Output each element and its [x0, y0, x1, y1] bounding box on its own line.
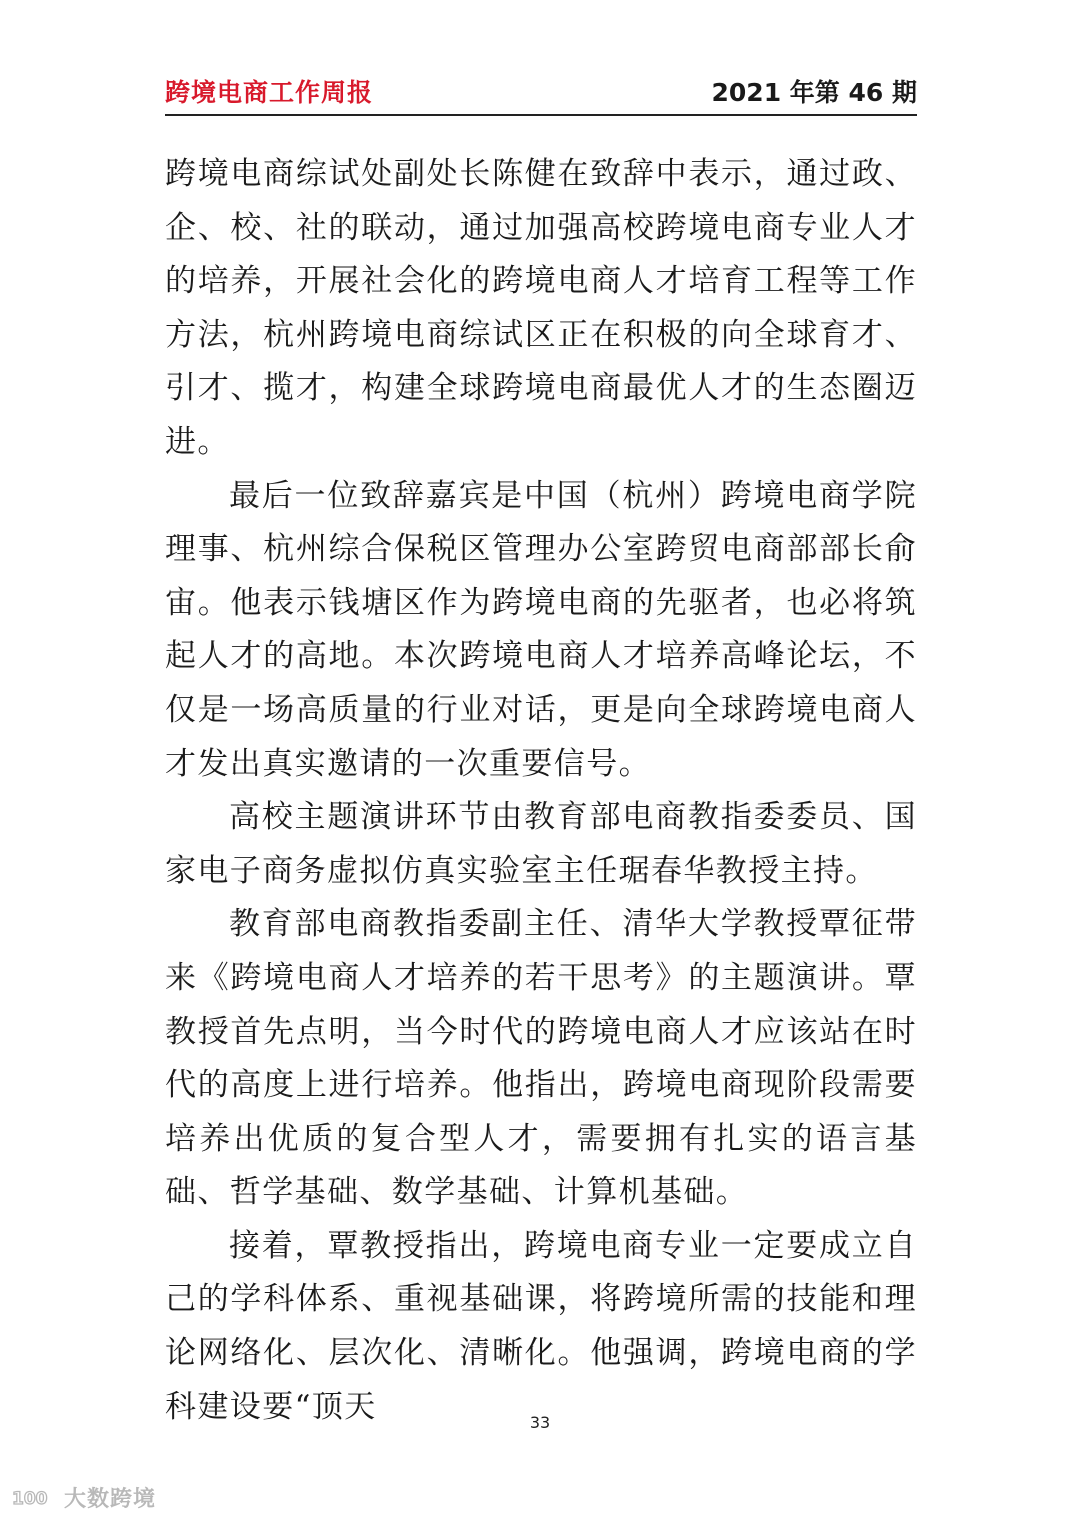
- header-divider: [165, 114, 917, 116]
- page-header: [165, 76, 917, 116]
- watermark-logo-icon: [10, 1483, 58, 1511]
- watermark-text: 大数跨境: [64, 1486, 157, 1512]
- issue-label: 2021 年第 46 期: [711, 78, 917, 107]
- article-body: [165, 148, 917, 1434]
- newsletter-title: 跨境电商工作周报: [165, 78, 374, 107]
- paragraph-3: 高校主题演讲环节由教育部电商教指委委员、国家电子商务虚拟仿真实验室主任琚春华教授主持。: [165, 799, 917, 889]
- paragraph-4: 教育部电商教指委副主任、清华大学教授覃征带来《跨境电商人才培养的若干思考》的主题演讲。覃教授首先点明，当今时代的跨境电商人才应该站在时代的高度上进行培养。他指出，跨境电商现阶段需要培养出优质的复合型人才，需要拥有扎实的语言基础、哲学基础、数学基础、计算机基础。: [165, 906, 917, 1211]
- page-number: 33: [529, 1413, 551, 1432]
- paragraph-1: 跨境电商综试处副处长陈健在致辞中表示，通过政、企、校、社的联动，通过加强高校跨境电商专业人才的培养，开展社会化的跨境电商人才培育工程等工作方法，杭州跨境电商综试区正在积极的向全球育才、引才、揽才，构建全球跨境电商最优人才的生态圈迈进。: [165, 156, 917, 460]
- paragraph-2: 最后一位致辞嘉宾是中国（杭州）跨境电商学院理事、杭州综合保税区管理办公室跨贸电商部部长俞宙。他表示钱塘区作为跨境电商的先驱者，也必将筑起人才的高地。本次跨境电商人才培养高峰论坛，不仅是一场高质量的行业对话，更是向全球跨境电商人才发出真实邀请的一次重要信号。: [165, 477, 917, 782]
- watermark: [10, 1477, 156, 1517]
- paragraph-5: 接着，覃教授指出，跨境电商专业一定要成立自己的学科体系、重视基础课，将跨境所需的技能和理论网络化、层次化、清晰化。他强调，跨境电商的学科建设要“顶天: [165, 1227, 917, 1425]
- watermark-logo-text: 100: [12, 1489, 48, 1509]
